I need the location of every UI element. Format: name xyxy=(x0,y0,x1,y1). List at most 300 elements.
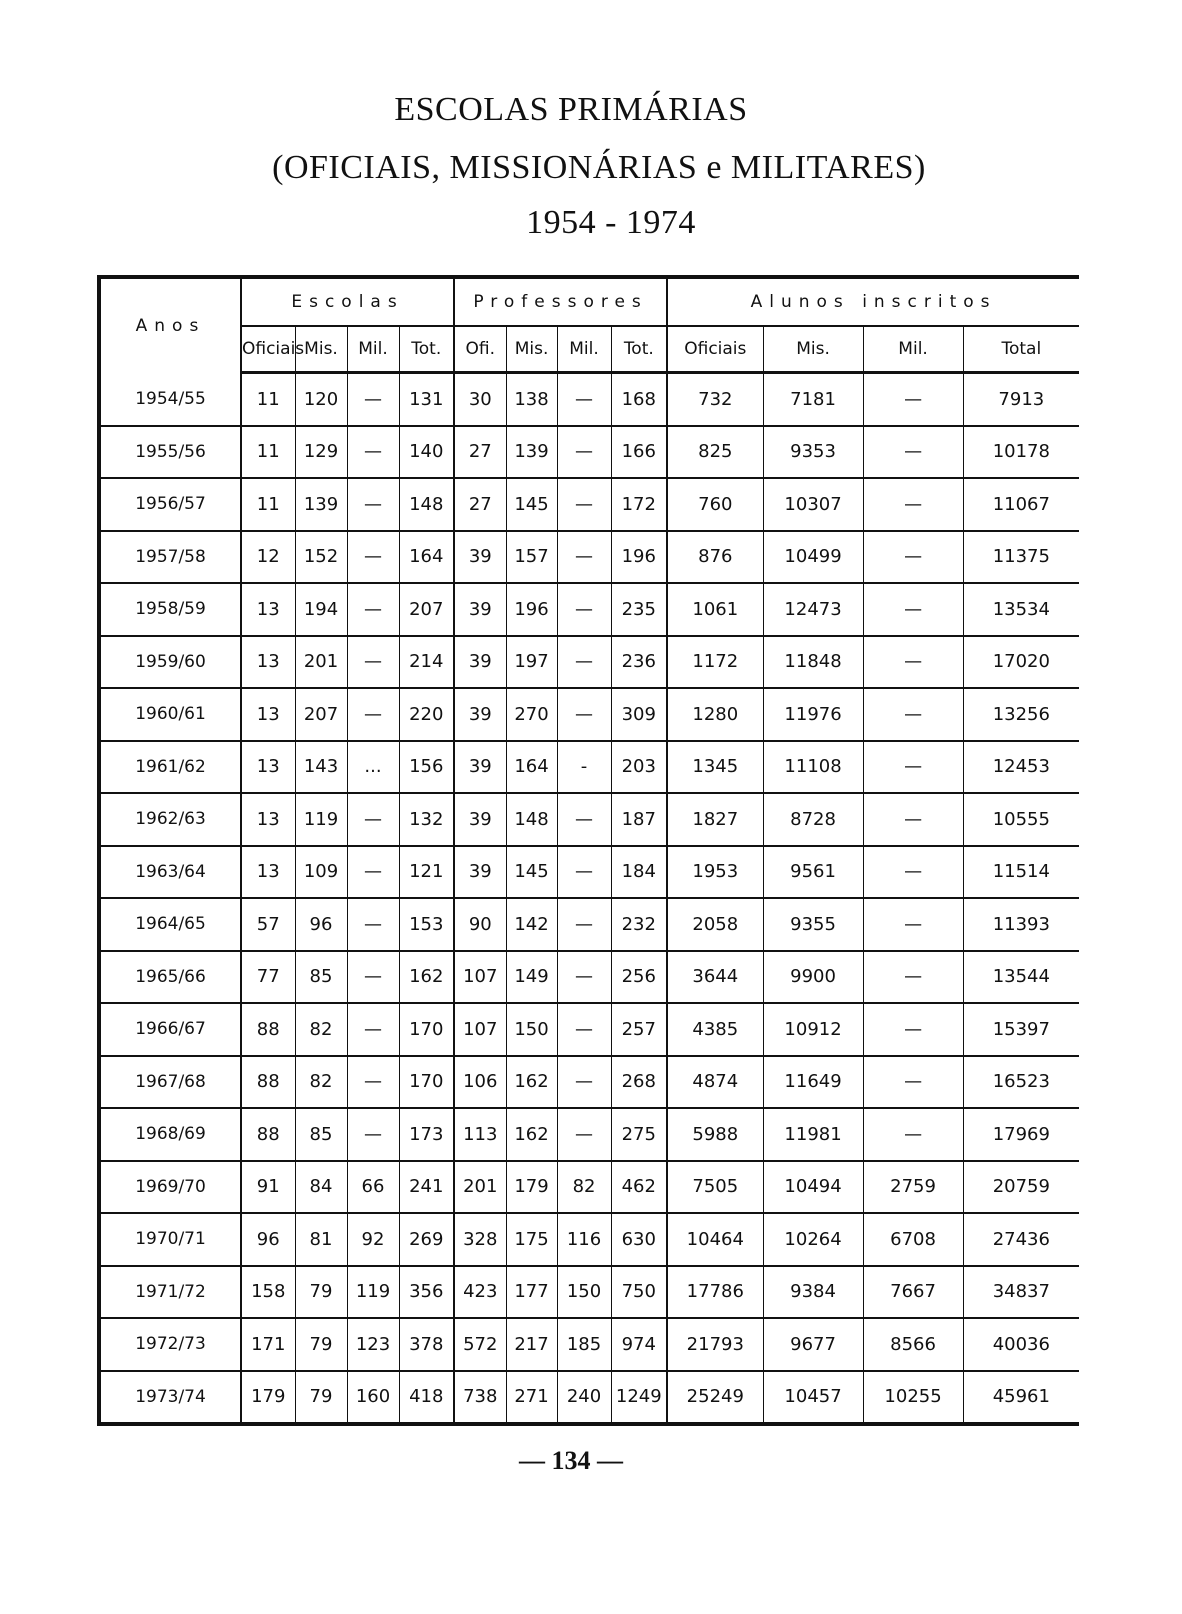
table-cell: 8728 xyxy=(763,793,863,846)
table-cell: — xyxy=(557,636,611,689)
table-cell: 9384 xyxy=(763,1266,863,1319)
table-cell: 10307 xyxy=(763,478,863,531)
table-cell: 876 xyxy=(667,531,763,584)
table-cell: — xyxy=(557,426,611,479)
table-cell: 175 xyxy=(506,1213,557,1266)
table-cell: — xyxy=(863,898,963,951)
table-cell: 12473 xyxy=(763,583,863,636)
year-cell: 1966/67 xyxy=(99,1003,241,1056)
table-cell: — xyxy=(863,1003,963,1056)
year-cell: 1968/69 xyxy=(99,1108,241,1161)
table-cell: — xyxy=(863,426,963,479)
table-cell: — xyxy=(863,636,963,689)
table-cell: 257 xyxy=(611,1003,667,1056)
table-row xyxy=(99,1056,1079,1109)
table-cell: 750 xyxy=(611,1266,667,1319)
table-cell: 9677 xyxy=(763,1318,863,1371)
table-cell: 217 xyxy=(506,1318,557,1371)
year-cell: 1954/55 xyxy=(99,373,241,426)
table-cell: — xyxy=(863,531,963,584)
table-row xyxy=(99,1371,1079,1425)
table-cell: 7181 xyxy=(763,373,863,426)
table-cell: 39 xyxy=(454,583,506,636)
table-cell: 88 xyxy=(241,1108,295,1161)
table-cell: 131 xyxy=(399,373,454,426)
table-cell: 9355 xyxy=(763,898,863,951)
table-cell: 12453 xyxy=(963,741,1079,794)
table-cell: 11393 xyxy=(963,898,1079,951)
table-cell: 113 xyxy=(454,1108,506,1161)
table-cell: 10555 xyxy=(963,793,1079,846)
table-cell: 162 xyxy=(506,1056,557,1109)
table-cell: 121 xyxy=(399,846,454,899)
table-cell: — xyxy=(863,478,963,531)
table-cell: 13534 xyxy=(963,583,1079,636)
table-cell: 96 xyxy=(295,898,347,951)
table-cell: — xyxy=(347,951,399,1004)
table-cell: 30 xyxy=(454,373,506,426)
table-cell: 2058 xyxy=(667,898,763,951)
table-cell: 179 xyxy=(506,1161,557,1214)
year-cell: 1967/68 xyxy=(99,1056,241,1109)
year-cell: 1956/57 xyxy=(99,478,241,531)
table-cell: 11375 xyxy=(963,531,1079,584)
table-cell: 145 xyxy=(506,846,557,899)
table-cell: 256 xyxy=(611,951,667,1004)
table-cell: 85 xyxy=(295,1108,347,1161)
table-cell: 156 xyxy=(399,741,454,794)
column-header: Tot. xyxy=(611,326,667,373)
table-cell: 153 xyxy=(399,898,454,951)
table-cell: 150 xyxy=(506,1003,557,1056)
column-header: Mil. xyxy=(347,326,399,373)
table-cell: — xyxy=(347,1108,399,1161)
table-cell: 7505 xyxy=(667,1161,763,1214)
table-cell: 17969 xyxy=(963,1108,1079,1161)
table-cell: 39 xyxy=(454,636,506,689)
table-row xyxy=(99,741,1079,794)
table-cell: — xyxy=(863,688,963,741)
year-cell: 1970/71 xyxy=(99,1213,241,1266)
table-row xyxy=(99,1213,1079,1266)
table-row xyxy=(99,846,1079,899)
table-cell: 9353 xyxy=(763,426,863,479)
table-cell: 572 xyxy=(454,1318,506,1371)
table-cell: 164 xyxy=(506,741,557,794)
table-row xyxy=(99,478,1079,531)
table-cell: — xyxy=(347,636,399,689)
table-cell: 17786 xyxy=(667,1266,763,1319)
column-header: Oficiais xyxy=(241,326,295,373)
table-cell: 170 xyxy=(399,1056,454,1109)
table-cell: 4385 xyxy=(667,1003,763,1056)
table-cell: 172 xyxy=(611,478,667,531)
table-cell: 148 xyxy=(506,793,557,846)
table-cell: 142 xyxy=(506,898,557,951)
table-cell: 40036 xyxy=(963,1318,1079,1371)
table-cell: — xyxy=(863,1108,963,1161)
table-cell: 10264 xyxy=(763,1213,863,1266)
table-row xyxy=(99,636,1079,689)
table-cell: — xyxy=(557,1003,611,1056)
table-cell: 107 xyxy=(454,1003,506,1056)
table-cell: 1249 xyxy=(611,1371,667,1425)
table-cell: 11649 xyxy=(763,1056,863,1109)
table-cell: — xyxy=(347,478,399,531)
table-cell: 17020 xyxy=(963,636,1079,689)
table-cell: 10457 xyxy=(763,1371,863,1425)
table-cell: 84 xyxy=(295,1161,347,1214)
table-cell: 138 xyxy=(506,373,557,426)
group-header-row xyxy=(99,277,1079,326)
table-cell: 162 xyxy=(399,951,454,1004)
table-cell: 120 xyxy=(295,373,347,426)
table-cell: — xyxy=(863,1056,963,1109)
table-row xyxy=(99,1318,1079,1371)
table-cell: 79 xyxy=(295,1371,347,1425)
table-cell: 269 xyxy=(399,1213,454,1266)
table-cell: — xyxy=(347,1003,399,1056)
table-cell: — xyxy=(557,1056,611,1109)
table-cell: 13 xyxy=(241,636,295,689)
table-cell: 10255 xyxy=(863,1371,963,1425)
table-cell: 825 xyxy=(667,426,763,479)
table-cell: 39 xyxy=(454,688,506,741)
table-cell: 732 xyxy=(667,373,763,426)
table-cell: — xyxy=(347,1056,399,1109)
table-cell: 77 xyxy=(241,951,295,1004)
table-row xyxy=(99,1108,1079,1161)
table-cell: 6708 xyxy=(863,1213,963,1266)
table-cell: 148 xyxy=(399,478,454,531)
table-cell: — xyxy=(347,793,399,846)
table-cell: 7913 xyxy=(963,373,1079,426)
table-cell: 81 xyxy=(295,1213,347,1266)
table-cell: — xyxy=(347,583,399,636)
table-cell: 232 xyxy=(611,898,667,951)
table-cell: 11 xyxy=(241,478,295,531)
table-cell: 88 xyxy=(241,1003,295,1056)
column-header: Mil. xyxy=(863,326,963,373)
table-cell: 57 xyxy=(241,898,295,951)
table-cell: — xyxy=(863,373,963,426)
group-header-escolas: Escolas xyxy=(241,277,454,326)
table-cell: 140 xyxy=(399,426,454,479)
table-cell: 11514 xyxy=(963,846,1079,899)
table-cell: 39 xyxy=(454,741,506,794)
table-cell: 39 xyxy=(454,531,506,584)
table-cell: 13 xyxy=(241,846,295,899)
table-row xyxy=(99,373,1079,426)
table-cell: 129 xyxy=(295,426,347,479)
table-cell: 170 xyxy=(399,1003,454,1056)
table-cell: 5988 xyxy=(667,1108,763,1161)
table-cell: 1345 xyxy=(667,741,763,794)
year-cell: 1969/70 xyxy=(99,1161,241,1214)
table-row xyxy=(99,1161,1079,1214)
table-cell: 184 xyxy=(611,846,667,899)
table-cell: 149 xyxy=(506,951,557,1004)
table-cell: — xyxy=(347,531,399,584)
group-header-professores: Professores xyxy=(454,277,667,326)
table-cell: 39 xyxy=(454,793,506,846)
table-cell: 738 xyxy=(454,1371,506,1425)
table-cell: — xyxy=(557,793,611,846)
table-cell: 21793 xyxy=(667,1318,763,1371)
table-cell: — xyxy=(557,846,611,899)
table-cell: 309 xyxy=(611,688,667,741)
table-cell: — xyxy=(347,426,399,479)
table-cell: 11067 xyxy=(963,478,1079,531)
table-cell: — xyxy=(557,1108,611,1161)
group-header-alunos: Alunos inscritos xyxy=(667,277,1079,326)
table-cell: 207 xyxy=(295,688,347,741)
table-cell: 196 xyxy=(506,583,557,636)
column-header: Tot. xyxy=(399,326,454,373)
table-cell: 194 xyxy=(295,583,347,636)
table-cell: 34837 xyxy=(963,1266,1079,1319)
table-cell: 152 xyxy=(295,531,347,584)
table-cell: 90 xyxy=(454,898,506,951)
table-cell: 13544 xyxy=(963,951,1079,1004)
table-cell: 270 xyxy=(506,688,557,741)
table-cell: 109 xyxy=(295,846,347,899)
document-period: 1954 - 1974 xyxy=(526,204,696,241)
table-cell: 11 xyxy=(241,426,295,479)
table-row xyxy=(99,898,1079,951)
table-cell: — xyxy=(863,741,963,794)
table-cell: 974 xyxy=(611,1318,667,1371)
table-cell: 119 xyxy=(347,1266,399,1319)
table-cell: 11 xyxy=(241,373,295,426)
table-cell: - xyxy=(557,741,611,794)
table-cell: 27 xyxy=(454,478,506,531)
table-cell: 82 xyxy=(557,1161,611,1214)
table-row xyxy=(99,688,1079,741)
table-cell: ... xyxy=(347,741,399,794)
table-cell: 45961 xyxy=(963,1371,1079,1425)
year-cell: 1971/72 xyxy=(99,1266,241,1319)
table-cell: 166 xyxy=(611,426,667,479)
table-cell: 88 xyxy=(241,1056,295,1109)
year-cell: 1973/74 xyxy=(99,1371,241,1425)
year-cell: 1964/65 xyxy=(99,898,241,951)
table-cell: 207 xyxy=(399,583,454,636)
table-cell: — xyxy=(863,583,963,636)
year-cell: 1962/63 xyxy=(99,793,241,846)
table-cell: 9900 xyxy=(763,951,863,1004)
column-header: Ofi. xyxy=(454,326,506,373)
column-header: Mil. xyxy=(557,326,611,373)
table-cell: 8566 xyxy=(863,1318,963,1371)
table-cell: 760 xyxy=(667,478,763,531)
table-cell: 79 xyxy=(295,1318,347,1371)
document-title: ESCOLAS PRIMÁRIAS xyxy=(394,91,748,128)
table-cell: 123 xyxy=(347,1318,399,1371)
table-cell: 143 xyxy=(295,741,347,794)
table-cell: 13 xyxy=(241,688,295,741)
table-cell: 197 xyxy=(506,636,557,689)
table-body xyxy=(99,373,1079,1425)
table-cell: 1061 xyxy=(667,583,763,636)
column-header-row xyxy=(99,326,1079,373)
table-cell: 10464 xyxy=(667,1213,763,1266)
table-row xyxy=(99,951,1079,1004)
table-cell: 11848 xyxy=(763,636,863,689)
year-cell: 1958/59 xyxy=(99,583,241,636)
table-cell: 177 xyxy=(506,1266,557,1319)
table-cell: 11976 xyxy=(763,688,863,741)
table-cell: 82 xyxy=(295,1056,347,1109)
table-cell: 268 xyxy=(611,1056,667,1109)
column-header: Mis. xyxy=(763,326,863,373)
table-cell: — xyxy=(347,898,399,951)
table-cell: 12 xyxy=(241,531,295,584)
table-cell: 66 xyxy=(347,1161,399,1214)
table-cell: 158 xyxy=(241,1266,295,1319)
table-cell: 164 xyxy=(399,531,454,584)
table-cell: 15397 xyxy=(963,1003,1079,1056)
table-cell: 9561 xyxy=(763,846,863,899)
table-cell: 91 xyxy=(241,1161,295,1214)
table-cell: — xyxy=(557,531,611,584)
table-cell: 378 xyxy=(399,1318,454,1371)
table-cell: 10499 xyxy=(763,531,863,584)
table-cell: 179 xyxy=(241,1371,295,1425)
table-cell: 1280 xyxy=(667,688,763,741)
table-cell: 11108 xyxy=(763,741,863,794)
table-cell: 1953 xyxy=(667,846,763,899)
table-cell: 11981 xyxy=(763,1108,863,1161)
year-cell: 1963/64 xyxy=(99,846,241,899)
table-cell: 157 xyxy=(506,531,557,584)
table-cell: 187 xyxy=(611,793,667,846)
table-cell: 145 xyxy=(506,478,557,531)
table-cell: 119 xyxy=(295,793,347,846)
table-cell: — xyxy=(347,373,399,426)
table-cell: 328 xyxy=(454,1213,506,1266)
year-cell: 1965/66 xyxy=(99,951,241,1004)
table-cell: 168 xyxy=(611,373,667,426)
table-cell: 107 xyxy=(454,951,506,1004)
table-cell: — xyxy=(347,688,399,741)
table-cell: 13 xyxy=(241,583,295,636)
table-cell: 275 xyxy=(611,1108,667,1161)
table-cell: 462 xyxy=(611,1161,667,1214)
table-cell: 160 xyxy=(347,1371,399,1425)
table-cell: — xyxy=(863,951,963,1004)
table-cell: 1827 xyxy=(667,793,763,846)
year-cell: 1960/61 xyxy=(99,688,241,741)
year-cell: 1961/62 xyxy=(99,741,241,794)
table-cell: 220 xyxy=(399,688,454,741)
table-row xyxy=(99,426,1079,479)
table-cell: 27 xyxy=(454,426,506,479)
table-cell: 139 xyxy=(506,426,557,479)
table-row xyxy=(99,793,1079,846)
table-cell: 356 xyxy=(399,1266,454,1319)
table-row xyxy=(99,583,1079,636)
table-cell: 10494 xyxy=(763,1161,863,1214)
column-header: Total xyxy=(963,326,1079,373)
table-row xyxy=(99,531,1079,584)
table-cell: 39 xyxy=(454,846,506,899)
table-row xyxy=(99,1266,1079,1319)
table-cell: 16523 xyxy=(963,1056,1079,1109)
page-number: — 134 — xyxy=(519,1446,623,1475)
table-cell: 4874 xyxy=(667,1056,763,1109)
table-cell: 173 xyxy=(399,1108,454,1161)
table-cell: — xyxy=(557,478,611,531)
table-cell: 162 xyxy=(506,1108,557,1161)
table-cell: 106 xyxy=(454,1056,506,1109)
table-cell: 3644 xyxy=(667,951,763,1004)
table-cell: 13256 xyxy=(963,688,1079,741)
anos-header: Anos xyxy=(99,277,241,373)
column-header: Mis. xyxy=(506,326,557,373)
table-cell: 20759 xyxy=(963,1161,1079,1214)
table-cell: 79 xyxy=(295,1266,347,1319)
table-cell: 423 xyxy=(454,1266,506,1319)
table-cell: 27436 xyxy=(963,1213,1079,1266)
column-header: Mis. xyxy=(295,326,347,373)
table-cell: 92 xyxy=(347,1213,399,1266)
table-cell: 13 xyxy=(241,741,295,794)
year-cell: 1955/56 xyxy=(99,426,241,479)
year-cell: 1957/58 xyxy=(99,531,241,584)
table-cell: — xyxy=(557,898,611,951)
table-cell: — xyxy=(557,583,611,636)
table-cell: 150 xyxy=(557,1266,611,1319)
table-cell: 241 xyxy=(399,1161,454,1214)
table-cell: — xyxy=(347,846,399,899)
table-cell: 201 xyxy=(295,636,347,689)
table-cell: 214 xyxy=(399,636,454,689)
table-cell: 132 xyxy=(399,793,454,846)
table-cell: 96 xyxy=(241,1213,295,1266)
table-cell: 235 xyxy=(611,583,667,636)
document-subtitle: (OFICIAIS, MISSIONÁRIAS e MILITARES) xyxy=(272,149,926,186)
year-cell: 1972/73 xyxy=(99,1318,241,1371)
table-cell: — xyxy=(863,846,963,899)
table-cell: 171 xyxy=(241,1318,295,1371)
table-cell: 85 xyxy=(295,951,347,1004)
table-cell: 13 xyxy=(241,793,295,846)
table-cell: 240 xyxy=(557,1371,611,1425)
year-cell: 1959/60 xyxy=(99,636,241,689)
table-cell: 630 xyxy=(611,1213,667,1266)
table-cell: 201 xyxy=(454,1161,506,1214)
table-row xyxy=(99,1003,1079,1056)
table-cell: 10912 xyxy=(763,1003,863,1056)
table-cell: 196 xyxy=(611,531,667,584)
table-cell: — xyxy=(557,688,611,741)
table-cell: — xyxy=(863,793,963,846)
table-cell: 418 xyxy=(399,1371,454,1425)
table-cell: 116 xyxy=(557,1213,611,1266)
table-cell: 2759 xyxy=(863,1161,963,1214)
table-cell: 1172 xyxy=(667,636,763,689)
table-cell: 271 xyxy=(506,1371,557,1425)
table-cell: — xyxy=(557,373,611,426)
schools-statistics-table xyxy=(97,275,1079,1426)
table-cell: — xyxy=(557,951,611,1004)
table-cell: 185 xyxy=(557,1318,611,1371)
table-cell: 82 xyxy=(295,1003,347,1056)
table-cell: 139 xyxy=(295,478,347,531)
table-cell: 25249 xyxy=(667,1371,763,1425)
column-header: Oficiais xyxy=(667,326,763,373)
